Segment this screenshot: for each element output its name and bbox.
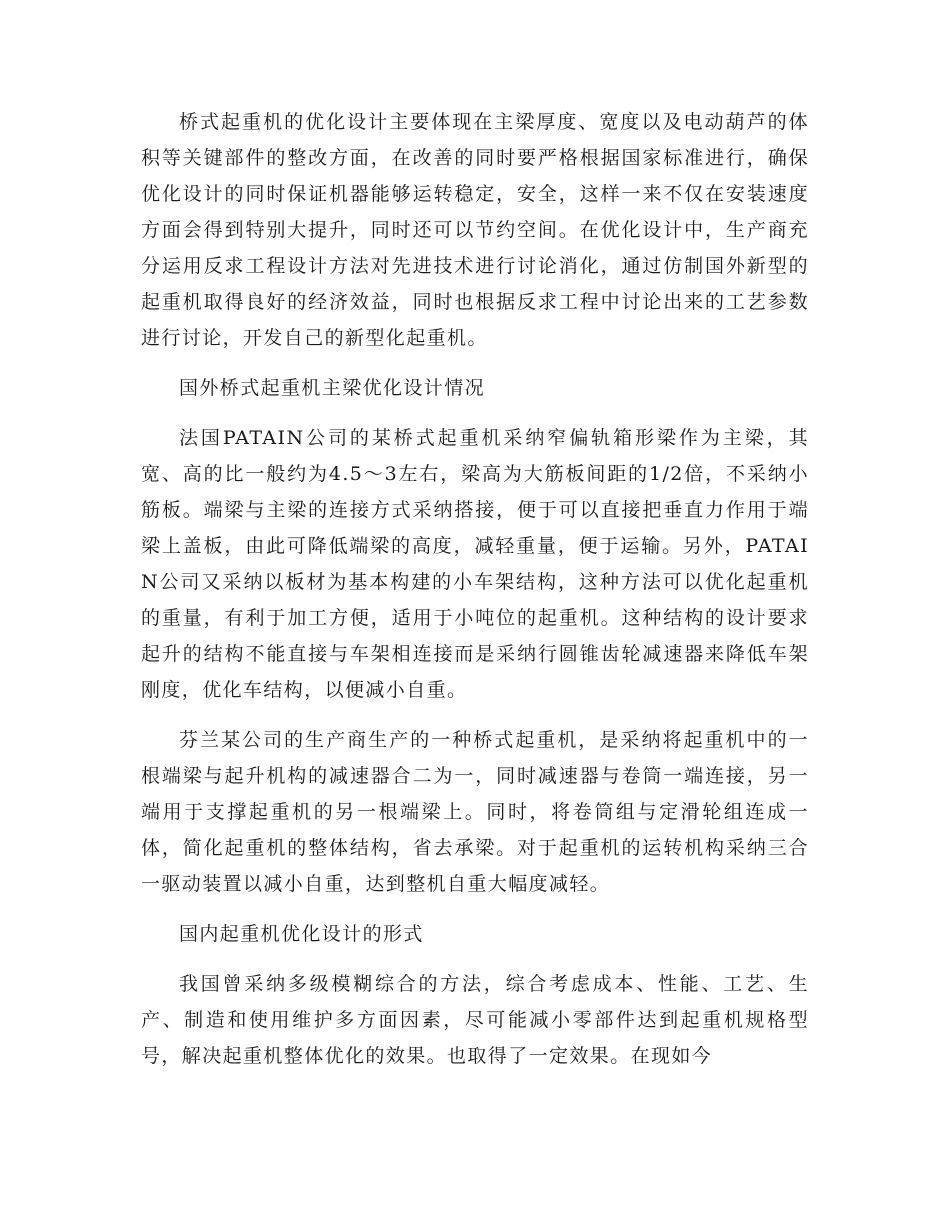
section-heading-foreign: 国外桥式起重机主梁优化设计情况 [179, 377, 486, 399]
section-heading-domestic: 国内起重机优化设计的形式 [179, 923, 424, 945]
paragraph-finland: 芬兰某公司的生产商生产的一种桥式起重机，是采纳将起重机中的一根端梁与起升机构的减速器合二为一，同时减速器与卷筒一端连接，另一端用于支撑起重机的另一根端梁上。同时，将卷筒组与定滑轮组连成一体，简化起重机的整体结构，省去承梁。对于起重机的运转机构采纳三合一驱动装置以减小自重，达到整机自重大幅度减轻。 [141, 729, 809, 895]
paragraph-overview: 桥式起重机的优化设计主要体现在主梁厚度、宽度以及电动葫芦的体积等关键部件的整改方面，在改善的同时要严格根据国家标准进行，确保优化设计的同时保证机器能够运转稳定，安全，这样一来不仅在安装速度方面会得到特别大提升，同时还可以节约空间。在优化设计中，生产商充分运用反求工程设计方法对先进技术进行讨论消化，通过仿制国外新型的起重机取得良好的经济效益，同时也根据反求工程中讨论出来的工艺参数进行讨论，开发自己的新型化起重机。 [141, 111, 809, 349]
document-body [141, 104, 809, 1088]
paragraph-domestic: 我国曾采纳多级模糊综合的方法，综合考虑成本、性能、工艺、生产、制造和使用维护多方面因素，尽可能减小零部件达到起重机规格型号，解决起重机整体优化的效果。也取得了一定效果。在现如今 [141, 973, 809, 1067]
paragraph-france-patain: 法国PATAIN公司的某桥式起重机采纳窄偏轨箱形梁作为主梁，其宽、高的比一般约为4.5～3左右，梁高为大筋板间距的1/2倍，不采纳小筋板。端梁与主梁的连接方式采纳搭接，便于可以直接把垂直力作用于端梁上盖板，由此可降低端梁的高度，减轻重量，便于运输。另外，PATAIN公司又采纳以板材为基本构建的小车架结构，这种方法可以优化起重机的重量，有利于加工方便，适用于小吨位的起重机。这种结构的设计要求起升的结构不能直接与车架相连接而是采纳行圆锥齿轮减速器来降低车架刚度，优化车结构，以便减小自重。 [141, 427, 809, 701]
